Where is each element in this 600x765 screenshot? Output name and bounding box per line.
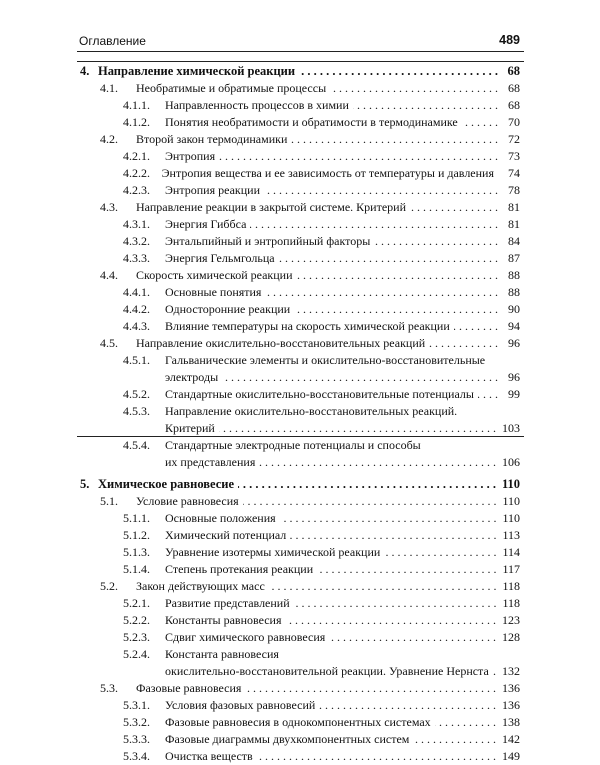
entry-page: 81 [508,200,520,214]
entry-number: 4.3.1. [123,217,150,231]
entry-number: 5.1. [100,494,118,508]
entry-number: 4.2. [100,132,118,146]
entry-page: 70 [508,115,520,129]
entry-title: Константы равновесия [165,613,282,627]
entry-line [100,199,520,216]
entry-number: 4.5.2. [123,387,150,401]
entry-title: Энтальпийный и энтропийный факторы [165,234,371,248]
entry-number: 5.3.3. [123,732,150,746]
entry-number: 4.4. [100,268,118,282]
entry-continuation-line [123,369,520,386]
entry-page: 87 [508,251,520,265]
toc-subsection [123,403,520,437]
entry-line [123,148,520,165]
entry-line [123,250,520,267]
entry-line [100,131,520,148]
entry-number: 5.1.4. [123,562,150,576]
entry-number: 5.1.1. [123,511,150,525]
entry-number: 5.3.2. [123,715,150,729]
entry-title: Основные понятия [165,285,262,299]
entry-number: 4.1.2. [123,115,150,129]
entry-continuation-line [123,663,520,680]
entry-title: Направленность процессов в химии [165,98,349,112]
entry-title: Стандартные электродные потенциалы и способы [165,438,421,452]
entry-number: 5.2.2. [123,613,150,627]
entry-title: Направление окислительно-восстановительных реакций. [165,404,458,418]
entry-line [123,301,520,318]
entry-page: 142 [502,732,520,746]
entry-line [123,165,520,182]
dot-leader [478,386,498,403]
toc-chapter [80,63,520,80]
entry-page: 99 [508,387,520,401]
entry-line [123,386,520,403]
entry-title: Химическое равновесие [98,477,235,491]
entry-first-line [123,403,520,420]
entry-page: 73 [508,149,520,163]
entry-page: 149 [502,749,520,763]
entry-title: Скорость химической реакции [136,268,293,282]
entry-page: 136 [502,698,520,712]
toc-subsection [123,629,520,646]
entry-title-continuation: Критерий [165,421,215,435]
dot-leader [290,527,496,544]
entry-title: Энтропия реакции [165,183,260,197]
dot-leader [462,114,498,131]
entry-number: 4.3.2. [123,234,150,248]
entry-title: Энтропия вещества и ее зависимость от температуры и давления [161,166,494,180]
entry-page: 118 [502,579,520,593]
entry-number: 4.2.2. [123,166,150,180]
entry-number: 5. [80,477,90,491]
toc-chapter [80,476,520,493]
entry-title: Развитие представлений [165,596,290,610]
entry-line [123,527,520,544]
entry-line [80,476,520,493]
entry-page: 74 [508,166,520,180]
entry-page: 132 [502,664,520,678]
entry-title: Закон действующих масс [136,579,265,593]
toc-subsection [123,595,520,612]
entry-line [123,216,520,233]
dot-leader [319,697,496,714]
entry-title: Фазовые равновесия в однокомпонентных системах [165,715,431,729]
dot-leader [264,182,498,199]
toc-subsection [123,714,520,731]
entry-page: 84 [508,234,520,248]
entry-line [123,114,520,131]
dot-leader [250,216,498,233]
toc-subsection [123,165,520,182]
toc-subsection [123,233,520,250]
dot-leader [317,561,496,578]
entry-line [100,493,520,510]
entry-page: 110 [502,494,520,508]
dot-leader [374,233,498,250]
dot-leader [257,748,496,765]
entry-number: 5.1.3. [123,545,150,559]
entry-title: Гальванические элементы и окислительно-восстановительные [165,353,486,367]
entry-title: Энтропия [165,149,216,163]
entry-title: Односторонние реакции [165,302,291,316]
dot-leader [384,544,496,561]
entry-page: 88 [508,268,520,282]
entry-number: 5.2. [100,579,118,593]
dot-leader [429,335,498,352]
entry-line [123,561,520,578]
entry-line [123,629,520,646]
dot-leader [353,97,498,114]
toc-section [100,131,520,148]
entry-continuation-line [123,454,520,471]
dot-leader [265,284,498,301]
toc-subsection [123,216,520,233]
entry-page: 96 [508,336,520,350]
entry-title: Условие равновесия [136,494,239,508]
dot-leader [435,714,496,731]
dot-leader [454,318,498,335]
entry-number: 4.3. [100,200,118,214]
entry-title-continuation: электроды [165,370,219,384]
entry-number: 5.3. [100,681,118,695]
entry-line [100,578,520,595]
toc-section [100,578,520,595]
entry-title: Направление реакции в закрытой системе. Критерий [136,200,407,214]
entry-title: Влияние температуры на скорость химической реакции [165,319,450,333]
entry-title: Уравнение изотермы химической реакции [165,545,381,559]
entry-number: 4.1.1. [123,98,150,112]
entry-page: 68 [508,98,520,112]
entry-line [123,544,520,561]
entry-line [123,731,520,748]
entry-number: 4.4.1. [123,285,150,299]
dot-leader [269,578,497,595]
entry-number: 4.3.3. [123,251,150,265]
entry-number: 4.2.1. [123,149,150,163]
entry-page: 138 [502,715,520,729]
toc-section [100,680,520,697]
entry-page: 81 [508,217,520,231]
toc-subsection [123,352,520,386]
entry-title: Направление химической реакции [98,64,296,78]
entry-page: 118 [502,596,520,610]
dot-leader [219,148,498,165]
dot-leader [238,476,496,493]
entry-first-line [123,646,520,663]
entry-line [123,697,520,714]
entry-first-line [123,437,520,454]
dot-leader [329,629,496,646]
entry-number: 5.1.2. [123,528,150,542]
dot-leader [299,63,498,80]
toc-subsection [123,97,520,114]
toc-subsection [123,646,520,680]
entry-number: 4.5.4. [123,438,150,452]
toc-subsection [123,527,520,544]
dot-leader [286,612,496,629]
toc-subsection [123,318,520,335]
entry-page: 68 [507,64,520,78]
entry-title: Условия фазовых равновесий [165,698,316,712]
toc-section [100,199,520,216]
entry-line [123,97,520,114]
entry-page: 128 [502,630,520,644]
entry-line [123,182,520,199]
entry-continuation-line [123,420,520,437]
entry-page: 114 [502,545,520,559]
entry-title: Необратимые и обратимые процессы [136,81,327,95]
dot-leader [294,595,497,612]
entry-title: Фазовые равновесия [136,681,242,695]
entry-number: 4.2.3. [123,183,150,197]
entry-page: 113 [502,528,520,542]
entry-page: 117 [502,562,520,576]
dot-leader [410,199,498,216]
entry-title: Понятия необратимости и обратимости в термодинамике [165,115,458,129]
entry-line [100,680,520,697]
entry-line [123,510,520,527]
dot-leader [243,493,497,510]
toc-subsection [123,437,520,471]
toc-subsection [123,697,520,714]
entry-number: 5.3.4. [123,749,150,763]
toc-subsection [123,284,520,301]
toc-section [100,335,520,352]
entry-page: 103 [502,421,520,435]
entry-page: 94 [508,319,520,333]
entry-page: 110 [502,511,520,525]
entry-line [100,335,520,352]
entry-page: 136 [502,681,520,695]
entry-page: 88 [508,285,520,299]
toc-subsection [123,250,520,267]
entry-page: 96 [508,370,520,384]
toc-subsection [123,748,520,765]
entry-number: 5.2.3. [123,630,150,644]
entry-number: 4.5.1. [123,353,150,367]
toc-subsection [123,510,520,527]
entry-title: Сдвиг химического равновесия [165,630,326,644]
entry-number: 4.5.3. [123,404,150,418]
header-page-number: 489 [499,33,520,47]
dot-leader [222,369,498,386]
toc-subsection [123,544,520,561]
entry-number: 4.4.3. [123,319,150,333]
toc-section [100,80,520,97]
entry-page: 106 [502,455,520,469]
entry-line [80,63,520,80]
entry-page: 68 [508,81,520,95]
entry-number: 4.5. [100,336,118,350]
entry-title: Энергия Гиббса [165,217,247,231]
dot-leader [259,454,496,471]
toc-subsection [123,612,520,629]
toc-subsection [123,148,520,165]
entry-line [123,318,520,335]
entry-line [123,284,520,301]
entry-title: Константа равновесия [165,647,279,661]
entry-line [123,714,520,731]
entry-line [100,80,520,97]
dot-leader [291,131,498,148]
entry-line [100,267,520,284]
entry-page: 78 [508,183,520,197]
entry-title: Основные положения [165,511,276,525]
entry-title: Направление окислительно-восстановительных реакций [136,336,426,350]
entry-title: Степень протекания реакции [165,562,314,576]
entry-number: 5.3.1. [123,698,150,712]
entry-title: Энергия Гельмгольца [165,251,275,265]
entry-line [123,748,520,765]
entry-title-continuation: их представления [165,455,256,469]
entry-page: 123 [502,613,520,627]
entry-page: 110 [501,477,520,491]
entry-title: Очистка веществ [165,749,253,763]
entry-number: 4.4.2. [123,302,150,316]
entry-number: 5.2.4. [123,647,150,661]
toc-section [100,493,520,510]
toc-subsection [123,301,520,318]
toc-subsection [123,561,520,578]
dot-leader [297,267,498,284]
dot-leader [493,663,496,680]
entry-number: 4. [80,64,90,78]
dot-leader [280,510,497,527]
dot-leader [330,80,498,97]
entry-number: 4.1. [100,81,118,95]
toc-subsection [123,114,520,131]
toc-subsection [123,731,520,748]
entry-title-continuation: окислительно-восстановительной реакции. Уравнение Нернста [165,664,489,678]
entry-line [123,595,520,612]
toc-section [100,267,520,284]
header-title: Оглавление [79,34,146,48]
entry-line [123,612,520,629]
dot-leader [413,731,496,748]
dot-leader [219,420,496,437]
entry-number: 5.2.1. [123,596,150,610]
entry-title: Фазовые диаграммы двухкомпонентных систем [165,732,410,746]
entry-title: Стандартные окислительно-восстановительные потенциалы [165,387,474,401]
dot-leader [245,680,496,697]
entry-page: 72 [508,132,520,146]
entry-title: Второй закон термодинамики [136,132,288,146]
toc-subsection [123,182,520,199]
entry-first-line [123,352,520,369]
entry-title: Химический потенциал [165,528,287,542]
entry-line [123,233,520,250]
dot-leader [279,250,498,267]
entry-page: 90 [508,302,520,316]
toc-subsection [123,386,520,403]
dot-leader [294,301,498,318]
